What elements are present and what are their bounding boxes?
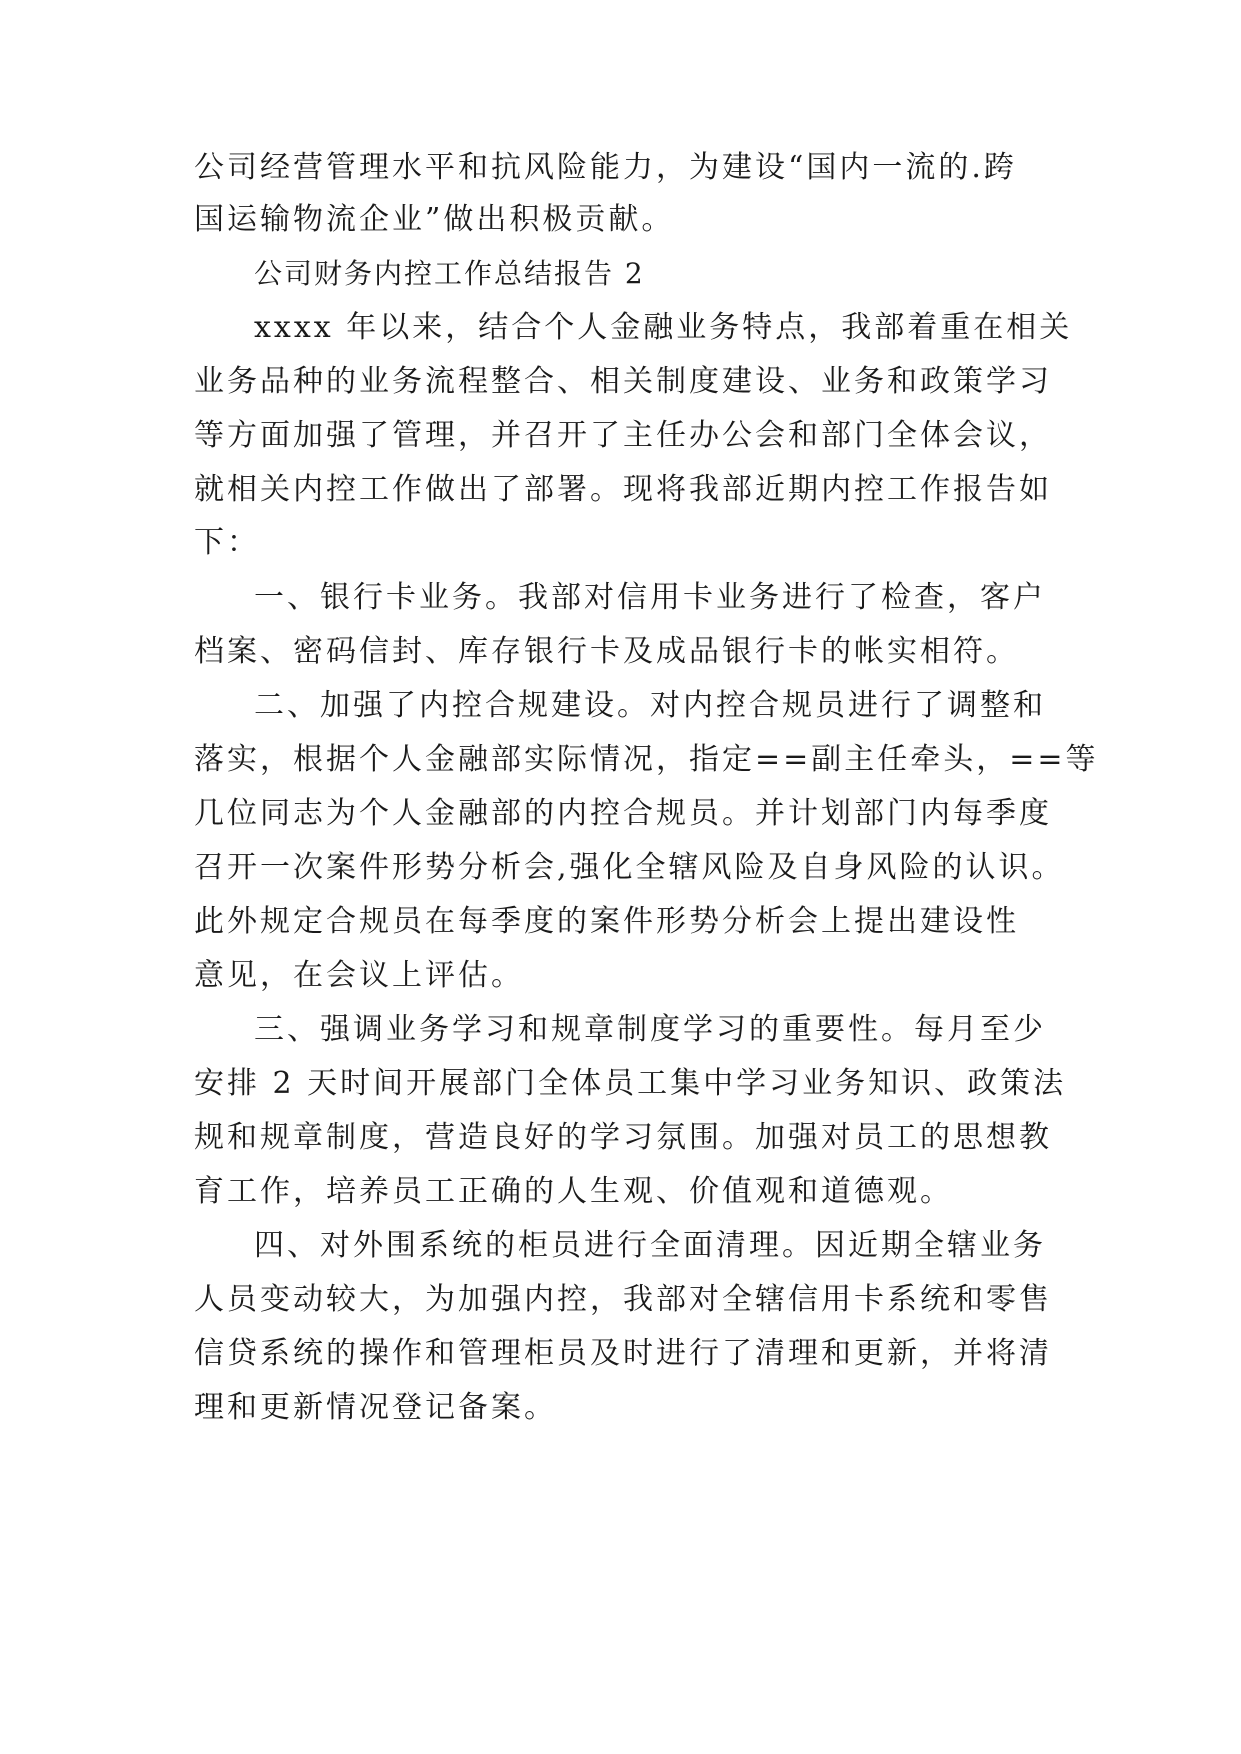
paragraph-line: 人员变动较大，为加强内控，我部对全辖信用卡系统和零售 — [194, 1282, 1052, 1317]
paragraph-line: 规和规章制度，营造良好的学习氛围。加强对员工的思想教 — [194, 1120, 1052, 1155]
paragraph-line: 召开一次案件形势分析会,强化全辖风险及自身风险的认识。 — [194, 850, 1065, 885]
paragraph-line: 落实，根据个人金融部实际情况，指定==副主任牵头，==等 — [194, 742, 1099, 777]
paragraph-line: 意见，在会议上评估。 — [194, 958, 524, 993]
paragraph-line: 理和更新情况登记备案。 — [194, 1390, 557, 1425]
paragraph-line: 档案、密码信封、库存银行卡及成品银行卡的帐实相符。 — [194, 634, 1019, 669]
section-title: 公司财务内控工作总结报告 2 — [254, 257, 645, 290]
paragraph-line: 一、银行卡业务。我部对信用卡业务进行了检查，客户 — [254, 580, 1046, 615]
paragraph-line: xxxx 年以来，结合个人金融业务特点，我部着重在相关 — [254, 310, 1073, 345]
paragraph-line: 安排 2 天时间开展部门全体员工集中学习业务知识、政策法 — [194, 1066, 1067, 1101]
paragraph-line: 下： — [194, 525, 260, 560]
paragraph-line: 三、强调业务学习和规章制度学习的重要性。每月至少 — [254, 1012, 1046, 1047]
paragraph-line: 就相关内控工作做出了部署。现将我部近期内控工作报告如 — [194, 472, 1052, 507]
paragraph-line: 等方面加强了管理，并召开了主任办公会和部门全体会议， — [194, 418, 1052, 453]
paragraph-line: 公司经营管理水平和抗风险能力，为建设“国内一流的.跨 — [194, 150, 1017, 185]
paragraph-line: 几位同志为个人金融部的内控合规员。并计划部门内每季度 — [194, 796, 1052, 831]
paragraph-line: 信贷系统的操作和管理柜员及时进行了清理和更新，并将清 — [194, 1336, 1052, 1371]
paragraph-line: 国运输物流企业”做出积极贡献。 — [194, 202, 675, 237]
paragraph-line: 此外规定合规员在每季度的案件形势分析会上提出建设性 — [194, 904, 1019, 939]
paragraph-line: 二、加强了内控合规建设。对内控合规员进行了调整和 — [254, 688, 1046, 723]
paragraph-line: 业务品种的业务流程整合、相关制度建设、业务和政策学习 — [194, 364, 1052, 399]
paragraph-line: 四、对外围系统的柜员进行全面清理。因近期全辖业务 — [254, 1228, 1046, 1263]
paragraph-line: 育工作，培养员工正确的人生观、价值观和道德观。 — [194, 1174, 953, 1209]
